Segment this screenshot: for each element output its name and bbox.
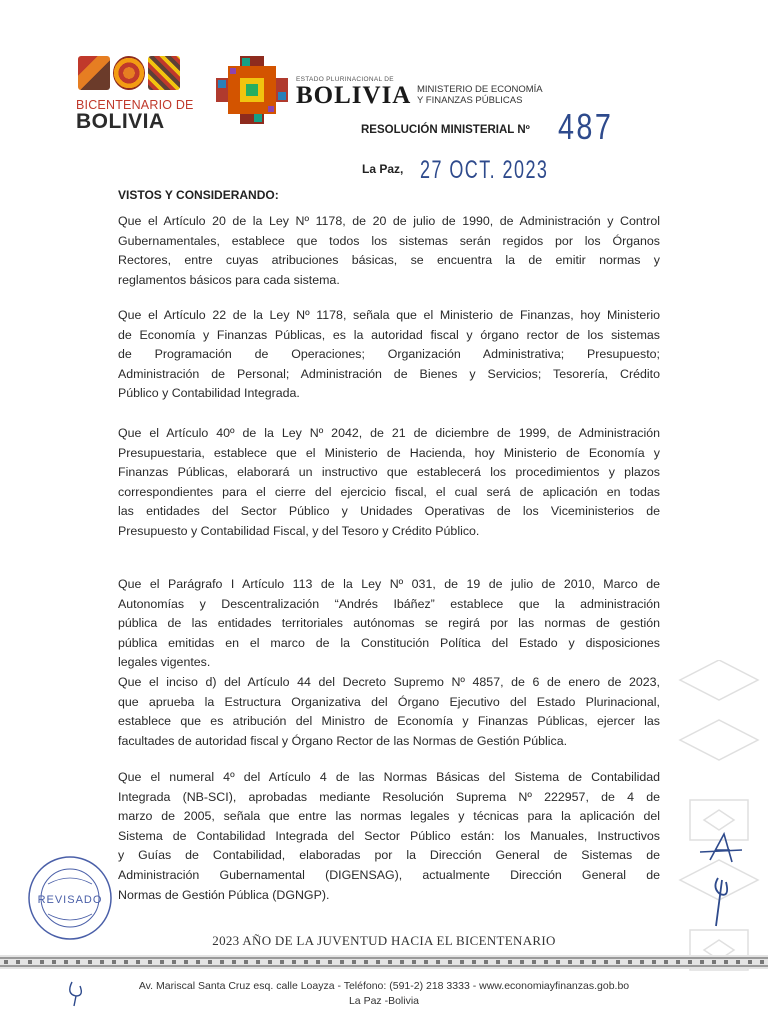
paragraph-6	[118, 768, 660, 905]
paragraph-line: pública emitidas en el marco de la Constitución Política del Estado y disposiciones	[118, 635, 660, 650]
bicentenario-logo	[76, 56, 196, 136]
paragraph-line: Público y Contabilidad Integrada.	[118, 386, 300, 401]
date-stamp: 27 OCT. 2023	[420, 156, 549, 184]
paragraph-3	[118, 424, 660, 542]
paragraph-line: reglamentos básicos para cada sistema.	[118, 272, 340, 287]
paragraph-line: Administración Gubernamental (DIGENSAG), actualmente Dirección General de	[118, 867, 660, 882]
paragraph-line: Integrada (NB-SCI), aprobadas mediante Resolución Suprema Nº 222957, de 4 de	[118, 789, 660, 804]
bicentenario-emblem-icon	[78, 56, 180, 90]
paragraph-line: Gubernamentales, establece que todos los sistemas serán regidos por los Órganos	[118, 233, 660, 248]
paragraph-line: Que el numeral 4º del Artículo 4 de las Normas Básicas del Sistema de Contabilidad	[118, 770, 660, 784]
bolivia-wordmark: BOLIVIA	[296, 82, 412, 109]
bicentenario-bolivia-label: BOLIVIA	[76, 110, 165, 133]
paragraph-line: legales vigentes.	[118, 655, 211, 670]
bicentenario-label: BICENTENARIO DE	[76, 98, 194, 112]
paragraph-line: de Economía y Finanzas Públicas, es la autoridad fiscal y órgano rector de los sistemas	[118, 327, 660, 342]
paragraph-5	[118, 673, 660, 751]
paragraph-line: Que el Artículo 40º de la Ley Nº 2042, de 21 de diciembre de 1999, de Administración	[118, 426, 660, 440]
paragraph-1	[118, 212, 660, 290]
paragraph-line: las entidades del Sector Público y Unidades Operativas de los Viceministerios de	[118, 504, 660, 519]
paragraph-line: Que el Parágrafo I Artículo 113 de la Ley Nº 031, de 19 de julio de 2010, Marco de	[118, 577, 660, 591]
ministerio-label	[417, 84, 543, 106]
paragraph-line: establece que es atribución del Ministro de Economía y Finanzas Públicas, ejercer las	[118, 714, 660, 729]
paragraph-line: Finanzas Públicas, elaborará un instructivo que establecerá los procedimientos y plazos	[118, 465, 660, 480]
paragraph-line: Presupuestaria, establece que el Ministerio de Hacienda, hoy Ministerio de Economía y	[118, 445, 660, 460]
vistos-heading: VISTOS Y CONSIDERANDO:	[118, 188, 279, 202]
footer-address: Av. Mariscal Santa Cruz esq. calle Loayza - Teléfono: (591-2) 218 3333 - www.economiayfinanzas.gob.bo	[138, 980, 630, 992]
paragraph-line: Administración de Personal; Administración de Bienes y Servicios; Tesorería, Crédito	[118, 366, 660, 381]
paragraph-line: Rectores, entre cuyas atribuciones básicas, se encuentra la de emitir normas y	[118, 253, 660, 268]
paragraph-line: Que el Artículo 22 de la Ley Nº 1178, señala que el Ministerio de Finanzas, hoy Ministerio	[118, 308, 660, 322]
footer-motto: 2023 AÑO DE LA JUVENTUD HACIA EL BICENTENARIO	[212, 933, 556, 948]
paragraph-line: facultades de autoridad fiscal y Órgano Rector de las Normas de Gestión Pública.	[118, 733, 568, 748]
handwritten-signature	[680, 820, 760, 930]
paragraph-line: Que el Artículo 20 de la Ley Nº 1178, de 20 de julio de 1990, de Administración y Control	[118, 214, 660, 228]
footer-city: La Paz -Bolivia	[348, 995, 420, 1007]
ministerio-line2: Y FINANZAS PÚBLICAS	[417, 95, 523, 106]
paragraph-line: Normas de Gestión Pública (DGNGP).	[118, 887, 330, 902]
paragraph-line: que aprueba la Estructura Organizativa del Órgano Ejecutivo del Estado Plurinacional,	[118, 694, 660, 709]
paragraph-line: pública de las entidades territoriales autónomas se regirá por las normas de gestión	[118, 616, 660, 631]
seal-text: REVISADO	[37, 894, 103, 906]
chakana-mosaic-icon	[216, 56, 288, 124]
paragraph-line: marzo de 2005, señala que entre las normas legales y técnicas para la aplicación del	[118, 809, 660, 824]
paragraph-line: Presupuesto y Contabilidad Fiscal, y del Tesoro y Crédito Público.	[118, 523, 480, 538]
footer-pattern-band	[0, 955, 768, 969]
paragraph-line: de Programación de Operaciones; Organización Administrativa; Presupuesto;	[118, 347, 660, 362]
paragraph-line: y Guías de Contabilidad, elaboradas por la Dirección General de Sistemas de	[118, 848, 660, 863]
paragraph-2	[118, 306, 660, 404]
estado-plurinacional-label: ESTADO PLURINACIONAL DE	[296, 76, 394, 83]
revisado-seal-stamp	[26, 854, 114, 942]
paragraph-line: Autonomías y Descentralización “Andrés Ibáñez” establece que la administración	[118, 596, 660, 611]
ministerio-line1: MINISTERIO DE ECONOMÍA	[417, 84, 543, 95]
resolucion-number: 487	[558, 106, 614, 147]
estado-bolivia-logo	[216, 56, 412, 128]
resolucion-label: RESOLUCIÓN MINISTERIAL Nº	[361, 124, 530, 136]
paragraph-line: Sistema de Contabilidad Integrada del Sector Público están: los Manuales, Instructivos	[118, 828, 660, 843]
paragraph-line: correspondientes para el cierre del ejercicio fiscal, el cual será de aplicación en todas	[118, 484, 660, 499]
paragraph-line: Que el inciso d) del Artículo 44 del Decreto Supremo Nº 4857, de 6 de enero de 2023,	[118, 675, 660, 689]
paragraph-4	[118, 575, 660, 673]
city-label: La Paz,	[362, 162, 404, 176]
